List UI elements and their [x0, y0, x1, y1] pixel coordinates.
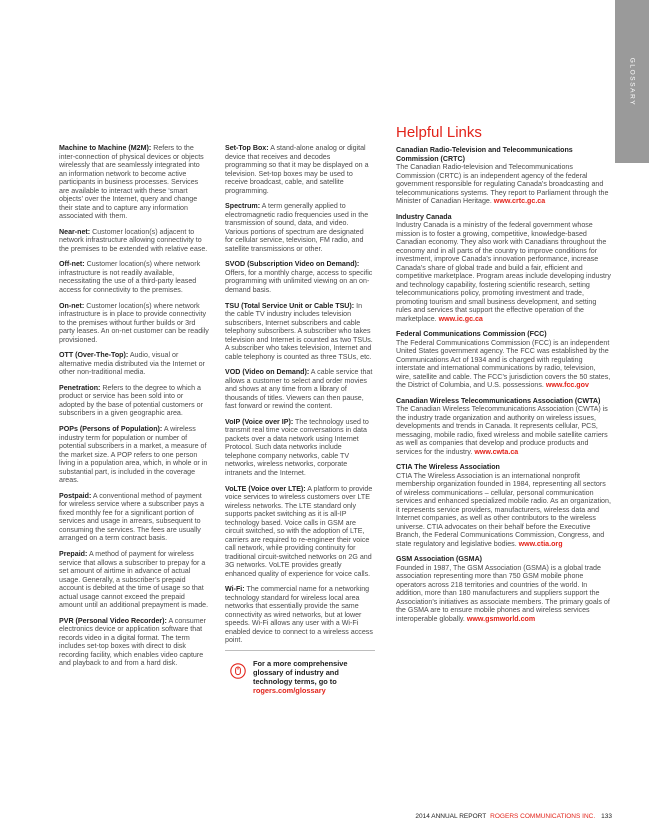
glossary-column-1: [59, 144, 209, 675]
link-url[interactable]: www.crtc.gc.ca: [493, 197, 546, 205]
link-entry: Canadian Wireless Telecommunications Association (CWTA) The Canadian Wireless Telecommunications Association (CWTA) is the industry trade organization and authority on wireless issues, developments and trends in Canada. It represents cellular, PCS, messaging, mobile radio, fixed wireless and mobile satellite carriers as well as companies that develop and produce products and services for the industry. www.cwta.ca: [396, 397, 612, 457]
glossary-entry: Set-Top Box: A stand-alone analog or digital device that receives and decodes programming so that it may be displayed on a television. Set-top boxes may be used to receive broadcast, cable, and satellite programming.: [225, 144, 369, 195]
more-glossary-text: For a more comprehensive glossary of industry and technology terms, go to rogers.com/glossary: [253, 659, 348, 695]
glossary-entry: PVR (Personal Video Recorder): A consumer electronics device or application software that records video in a digital format. The term includes set-top boxes with direct to disk recording facility, which enables video capture and playback to and from a hard disk.: [59, 616, 206, 668]
glossary-entry: Near-net: Customer location(s) adjacent to network infrastructure allowing connectivity to the premises to be extended with relative ease.: [59, 227, 208, 253]
page-footer: [380, 813, 612, 821]
more-glossary-callout: [225, 650, 375, 695]
link-url[interactable]: www.fcc.gov: [545, 381, 589, 389]
glossary-entry: Wi-Fi: The commercial name for a networking technology standard for wireless local area networks that essentially provide the same connectivity as wired networks, but at lower speeds. Wi-Fi allows any user with a Wi-Fi enabled device to connect to a wireless access point.: [225, 585, 373, 645]
link-entry: Industry Canada Industry Canada is a ministry of the federal government whose mission is to foster a growing, competitive, knowledge-based Canadian economy. They also work with Canadians throughout the economy and in all parts of the country to improve conditions for investment, improve Canada’s innovation performance, increase Canada’s share of global trade and build a fair, efficient and competitive marketplace. Program areas include developing industry and technology capability, fostering scientific research, setting telecommunications policy, promoting investment and trade, promoting tourism and small business development, and setting rules and services that support the effective operation of the marketplace. www.ic.gc.ca: [396, 212, 611, 323]
glossary-entry: On-net: Customer location(s) where network infrastructure is in place to provide connectivity to the premises without further builds or 3rd party leases. An on-net customer can be readily provisioned.: [59, 301, 209, 344]
page-number: 133: [601, 813, 612, 820]
glossary-entry: Off-net: Customer location(s) where network infrastructure is not readily available, necessitating the use of a third-party leased access for connectivity to the premises.: [59, 260, 201, 294]
glossary-link[interactable]: rogers.com/glossary: [253, 686, 326, 695]
helpful-links-section: [396, 124, 612, 630]
section-tab-label: GLOSSARY: [628, 57, 636, 107]
glossary-entry: VoLTE (Voice over LTE): A platform to provide voice services to wireless customers over LTE wireless networks. The LTE standard only supports packet switching as it is all-IP technology based. Voice calls in GSM are circuit switched, so with the adoption of LTE, carriers are required to re-engineer their voice call network, while providing continuity for traditional circuit-switched networks on 2G and 3G networks. VoLTE provides greatly enhanced quality of experience for voice calls.: [225, 484, 373, 578]
glossary-entry: Postpaid: A conventional method of payment for wireless service where a subscriber pays a fixed monthly fee for a significant portion of services and usage in arrears, subsequent to consuming the services. The fees are usually arranged on a term contract basis.: [59, 491, 205, 543]
glossary-entry: SVOD (Subscription Video on Demand): Offers, for a monthly charge, access to specific programming with unlimited viewing on an on-demand basis.: [225, 260, 373, 294]
report-label: 2014 ANNUAL REPORT: [415, 813, 487, 820]
link-entry-title: CTIA The Wireless Association: [396, 463, 500, 471]
glossary-entry: OTT (Over-The-Top): Audio, visual or alternative media distributed via the Internet or other non-traditional media.: [59, 351, 205, 377]
link-entry-title: Industry Canada: [396, 212, 452, 221]
link-entry-title: Federal Communications Commission (FCC): [396, 330, 547, 338]
glossary-entry: Penetration: Refers to the degree to which a product or service has been sold into or adopted by the base of potential customers or subscribers in a given geographic area.: [59, 383, 203, 418]
helpful-links-title: Helpful Links: [396, 124, 482, 141]
glossary-entry: VOD (Video on Demand): A cable service that allows a customer to select and order movies and shows at any time from a library of thousands of titles. Viewers can then pause, fast forward or rewind the content.: [225, 368, 373, 411]
glossary-column-2: [225, 144, 373, 652]
glossary-entry: Machine to Machine (M2M): Refers to the inter-connection of physical devices or objects wirelessly that are seamlessly integrated into an information network to become active participants in business processes. Services are available to interact with these ‘smart objects’ over the Internet, query and change their state and to capture any information associated with them.: [59, 144, 204, 220]
company-name: ROGERS COMMUNICATIONS INC.: [490, 813, 596, 820]
link-entry: Federal Communications Commission (FCC) The Federal Communications Commission (FCC) is an independent United States government agency. The FCC was established by the Communications Act of 1934 and is charged with regulating interstate and international communications by radio, television, wire, satellite and cable. The FCC’s jurisdiction covers the 50 states, the District of Columbia, and U.S. possessions. www.fcc.gov: [396, 330, 611, 389]
link-entry-title: Canadian Radio-Television and Telecommunications Commission (CRTC): [396, 146, 573, 163]
glossary-entry: Prepaid: A method of payment for wireless service that allows a subscriber to prepay for a set amount of airtime in advance of actual usage. Generally, a subscriber’s prepaid account is debited at the time of usage so that actual usage cannot exceed the prepaid amount until an additional prepayment is made.: [59, 550, 209, 609]
link-entry: GSM Association (GSMA) Founded in 1987, The GSM Association (GSMA) is a global trade association representing more than 750 GSM mobile phone operators across 218 territories and countries of the world. In addition, more than 180 manufacturers and suppliers support the Association’s initiatives as associate members. The primary goals of the GSMA are to ensure mobile phones and wireless services interoperable globally. www.gsmworld.com: [396, 555, 612, 623]
glossary-entry: TSU (Total Service Unit or Cable TSU): In the cable TV industry includes television subscribers, Internet subscribers and cable telephony subscribers. A subscriber who takes television and Internet is counted as two TSUs. A subscriber who takes television, Internet and cable telephony is counted as three TSUs, etc.: [225, 301, 373, 361]
link-entry: Canadian Radio-Television and Telecommunications Commission (CRTC) The Canadian Radio-television and Telecommunications Commission (CRTC) is an independent agency of the federal government responsible for regulating Canada’s broadcasting and telecommunications systems. They report to Parliament through the Minister of Canadian Heritage. www.crtc.gc.ca: [396, 146, 612, 206]
link-entry: CTIA The Wireless Association CTIA The Wireless Association is an international nonprofit membership organization founded in 1984, representing all sectors of wireless communications – cellular, personal communication services and enhanced specialized mobile radio. As an organization, it represents service providers, manufacturers, wireless data and Internet companies, as well as other contributors to the wireless universe. CTIA advocates on their behalf before the Executive Branch, the Federal Communications Commission, Congress, and state regulatory and legislative bodies. www.ctia.org: [396, 463, 611, 548]
link-entry-title: Canadian Wireless Telecommunications Association (CWTA): [396, 396, 601, 405]
section-tab: [615, 0, 649, 163]
link-entry-title: GSM Association (GSMA): [396, 555, 483, 563]
link-url[interactable]: www.cwta.ca: [474, 447, 519, 456]
mouse-pointer-icon: [230, 663, 246, 679]
glossary-entry: VoIP (Voice over IP): The technology used to transmit real time voice conversations in data packets over a data network using Internet Protocol. Such data networks include telephone company networks, cable TV networks, wireless networks, corporate intranets and the Internet.: [225, 417, 369, 477]
link-url[interactable]: www.ic.gc.ca: [438, 314, 483, 323]
link-url[interactable]: www.ctia.org: [518, 539, 563, 548]
glossary-entry: Spectrum: A term generally applied to electromagnetic radio frequencies used in the transmission of sound, data, and video. Various portions of spectrum are designated for cellular service, television, FM radio, and satellite transmissions or other.: [225, 202, 369, 253]
link-url[interactable]: www.gsmworld.com: [466, 614, 536, 623]
glossary-entry: POPs (Persons of Population): A wireless industry term for population or number of potential subscribers in a market, a measure of the market size. A POP refers to one person living in a population area, which, in whole or in substantial part, is included in the coverage areas.: [59, 425, 208, 485]
